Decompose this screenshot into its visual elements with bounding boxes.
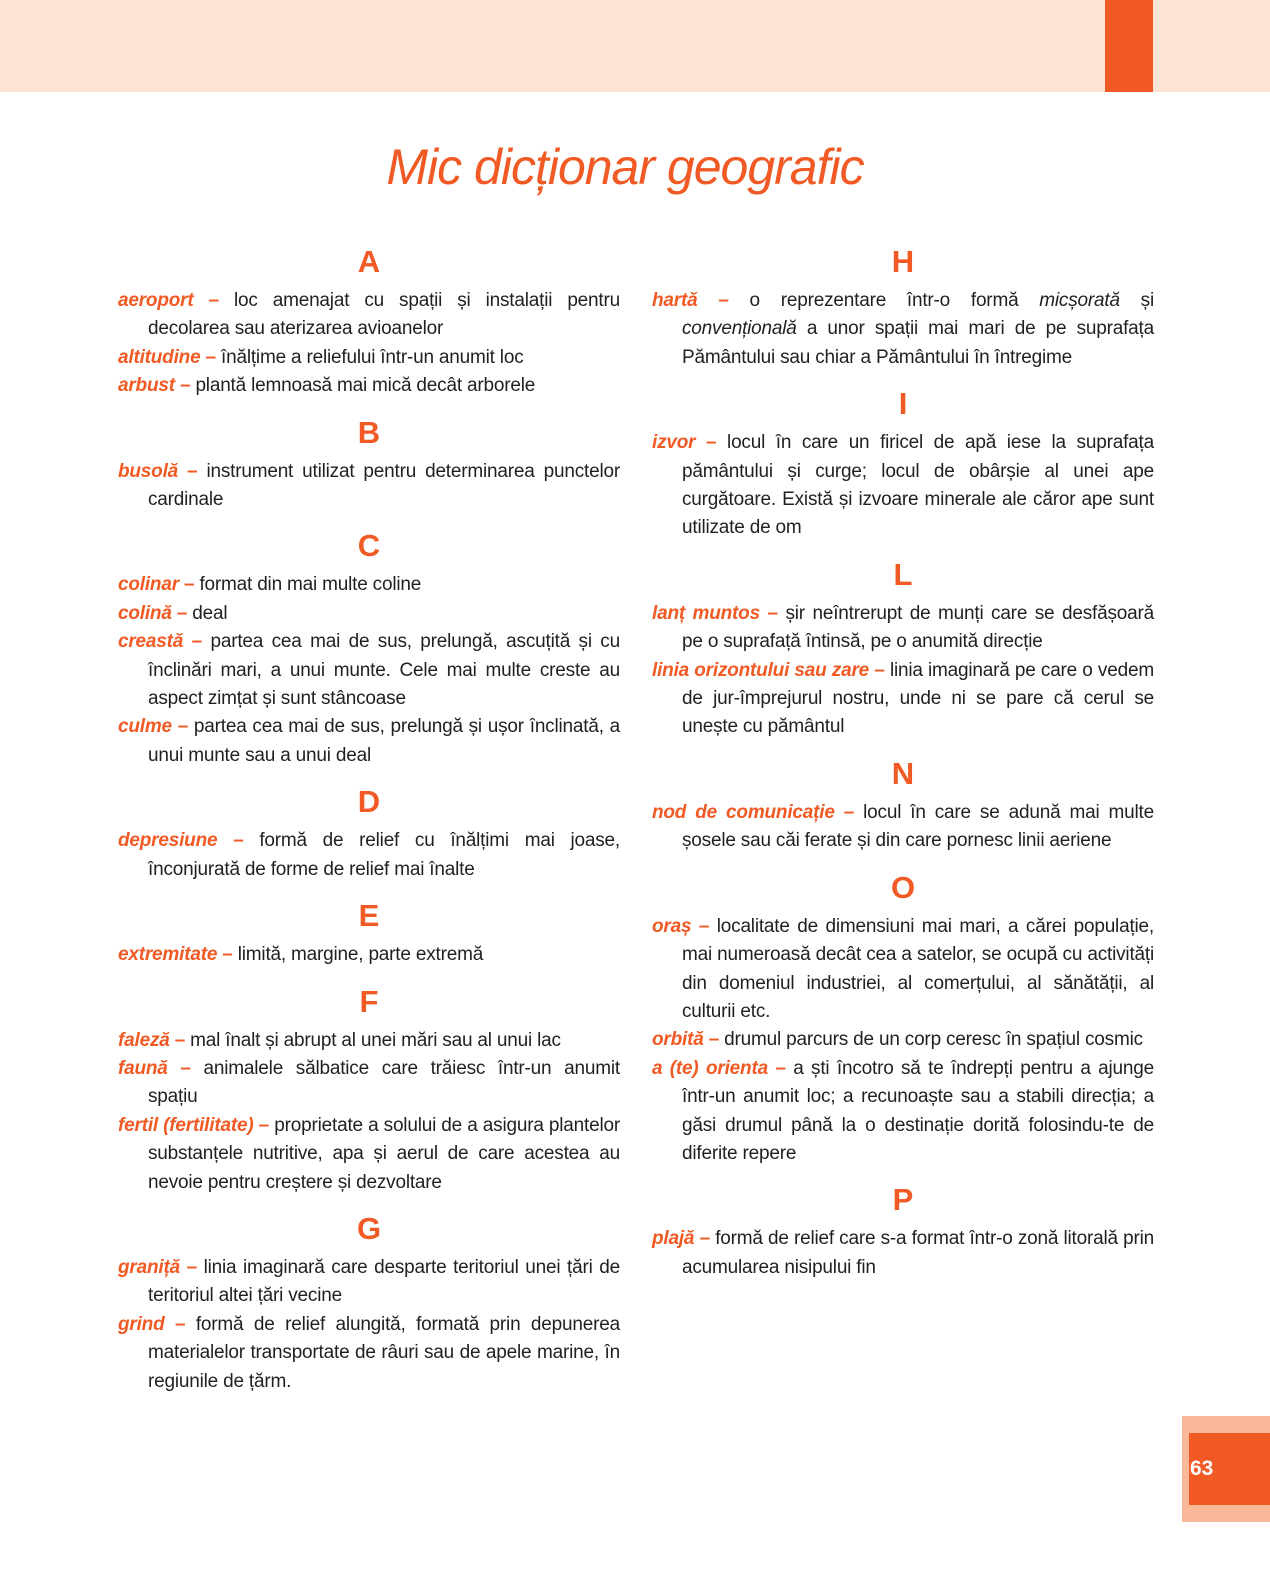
page-number: 63 [1189,1433,1270,1505]
section-letter-l: L [893,556,913,592]
dictionary-entry [118,1055,620,1112]
dictionary-entry [118,372,620,400]
dictionary-entry [652,913,1154,1027]
entry-term: altitudine [118,346,201,368]
entry-term: colină [118,602,172,624]
dictionary-entry [118,344,620,372]
section-letter-g: G [356,1210,382,1246]
entry-term: hartă [652,290,698,311]
header-band [0,0,1270,92]
section-letter-i: I [898,386,908,422]
dictionary-entry [652,1055,1154,1169]
entry-definition: micșorată [1039,290,1120,311]
section-letter-o: O [890,869,916,905]
entry-dash: – [222,944,233,966]
entry-definition: înălțime a reliefului într-un anumit loc [221,346,524,368]
entry-definition: formă de relief care s-a format într-o zonă litorală prin acumularea nisipului fin [682,1228,1154,1278]
entry-term: arbust [118,375,175,397]
entry-definition: locul în care un firicel de apă iese la suprafața pământului și curge; locul de obârșie al unei ape curgătoare. Există și izvoare minerale ale căror ape sunt utilizate de om [682,432,1154,539]
entry-term: busolă [118,460,179,482]
entry-definition: o reprezentare într-o formă [749,290,1040,311]
entry-definition: a unor spații mai mari de pe suprafața Pământului sau chiar a Pământului în întregime [682,318,1154,368]
entry-dash: – [187,460,198,482]
entry-definition: formă de relief alungită, formată prin depunerea materialelor transportate de râuri sau de apele marine, în regiunile de țărm. [148,1313,620,1392]
section-letter-e: E [358,898,380,934]
entry-definition: și [1119,290,1154,311]
entry-term: graniță [118,1256,180,1278]
entry-dash: – [184,574,195,596]
dictionary-entry [652,600,1154,657]
section-letter-b: B [357,414,381,450]
dictionary-entry [118,571,620,599]
page-title: Mic dicționar geografic [386,139,864,195]
entry-definition: locul în care se adună mai multe șosele sau căi ferate și din care pornesc linii aeriene [682,801,1154,852]
dictionary-entry [118,827,620,884]
entry-term: faună [118,1057,168,1079]
entry-definition: mal înalt și abrupt al unei mări sau al unui lac [190,1029,561,1051]
entry-definition: deal [192,602,228,624]
entry-term: colinar [118,574,179,596]
entry-term: creastă [118,631,184,653]
dictionary-column-left [118,230,620,1396]
entry-dash: – [180,1057,191,1079]
entry-dash: – [258,1114,270,1136]
dictionary-entry [118,941,620,969]
entry-definition: format din mai multe coline [199,574,422,596]
section-letter-d: D [357,784,381,820]
entry-term: a (te) orienta [652,1057,768,1079]
entry-term: oraș [652,915,692,937]
entry-definition: plantă lemnoasă mai mică decât arborele [195,375,536,397]
entry-dash: – [767,602,778,624]
dictionary-entry [118,1027,620,1055]
entry-dash: – [706,432,717,454]
entry-dash: – [698,915,710,937]
entry-term: orbită [652,1029,704,1051]
dictionary-entry [652,1026,1154,1054]
entry-definition: linia imaginară care desparte teritoriul unei țări de teritoriul altei țări vecine [148,1256,620,1307]
dictionary-entry [118,1112,620,1197]
entry-definition: partea cea mai de sus, prelungă și ușor înclinată, a unui munte sau a unui deal [148,716,620,766]
entry-term: grind [118,1313,165,1335]
dictionary-entry [118,1254,620,1311]
entry-dash: – [233,830,244,852]
entry-term: depresiune [118,830,218,852]
dictionary-entry [652,1225,1154,1282]
header-tab-marker [1105,0,1153,92]
entry-definition: convențională [682,318,797,340]
section-letter-f: F [359,983,379,1019]
entry-dash: – [205,346,216,368]
dictionary-entry [118,713,620,770]
entry-term: lanț muntos [652,602,760,624]
entry-definition: localitate de dimensiuni mai mari, a cărei populație, mai numeroasă decât cea a satelor, se ocupă cu activități din domeniul industriei, al comerțului, al sănătății, al culturii etc. [682,915,1154,1022]
section-letter-h: H [891,244,915,279]
entry-definition: drumul parcurs de un corp ceresc în spațiul cosmic [724,1029,1143,1051]
entry-term: izvor [652,432,696,454]
dictionary-column-right [652,230,1154,1282]
entry-definition: formă de relief cu înălțimi mai joase, înconjurată de forme de relief mai înalte [148,830,620,880]
entry-dash: – [174,1313,186,1335]
entry-term: extremitate [118,944,218,966]
entry-definition: limită, margine, parte extremă [237,944,484,966]
entry-term: fertil (fertilitate) [118,1114,254,1136]
section-letter-n: N [891,755,915,791]
entry-definition: loc amenajat cu spații și instalații pentru decolarea sau aterizarea avioanelor [148,290,620,340]
dictionary-entry [118,628,620,713]
entry-term: plajă [652,1228,695,1250]
section-letter-c: C [357,528,381,564]
entry-dash: – [174,1029,186,1051]
entry-dash: – [191,631,202,653]
dictionary-entry [652,429,1154,543]
entry-dash: – [708,1029,720,1051]
entry-dash: – [718,290,729,311]
entry-definition: linia imaginară pe care o vedem de jur-împrejurul nostru, unde ni se pare că cerul se unește cu pământul [682,659,1154,738]
entry-term: aeroport [118,290,194,311]
entry-term: linia orizontului sau zare [652,659,870,681]
entry-dash: – [208,290,219,311]
entry-dash: – [874,659,885,681]
dictionary-entry [652,657,1154,742]
entry-definition: instrument utilizat pentru determinarea punctelor cardinale [148,460,620,511]
entry-dash: – [186,1256,197,1278]
dictionary-entry [118,1311,620,1396]
entry-dash: – [177,716,189,738]
entry-term: culme [118,716,172,738]
entry-definition: animalele sălbatice care trăiesc într-un anumit spațiu [148,1057,620,1108]
entry-definition: partea cea mai de sus, prelungă, ascuțită și cu înclinări mari, a unui munte. Cele mai multe creste au aspect zimțat și sunt stâncoase [148,631,620,710]
entry-dash: – [179,375,191,397]
entry-definition: șir neîntrerupt de munți care se desfășoară pe o suprafață întinsă, pe o anumită direcție [682,602,1154,653]
dictionary-entry [118,600,620,628]
entry-term: nod de comunicație [652,801,835,823]
entry-dash: – [176,602,188,624]
entry-dash: – [775,1057,786,1079]
entry-dash: – [699,1228,710,1250]
page-number-box [1182,1416,1270,1522]
dictionary-entry [118,287,620,344]
entry-dash: – [843,801,855,823]
entry-term: faleză [118,1029,170,1051]
section-letter-a: A [357,244,381,279]
dictionary-entry [652,287,1154,372]
entry-definition: proprietate a solului de a asigura plantelor substanțele nutritive, apa și aerul de care acestea au nevoie pentru creștere și dezvoltare [148,1114,620,1193]
dictionary-entry [118,458,620,515]
entry-definition: a ști încotro să te îndrepți pentru a ajunge într-un anumit loc; a recunoaște sau a stabili direcția; a găsi drumul până la o destinație dorită folosindu-te de diferite repere [682,1057,1154,1164]
dictionary-entry [652,799,1154,856]
section-letter-p: P [892,1182,914,1218]
